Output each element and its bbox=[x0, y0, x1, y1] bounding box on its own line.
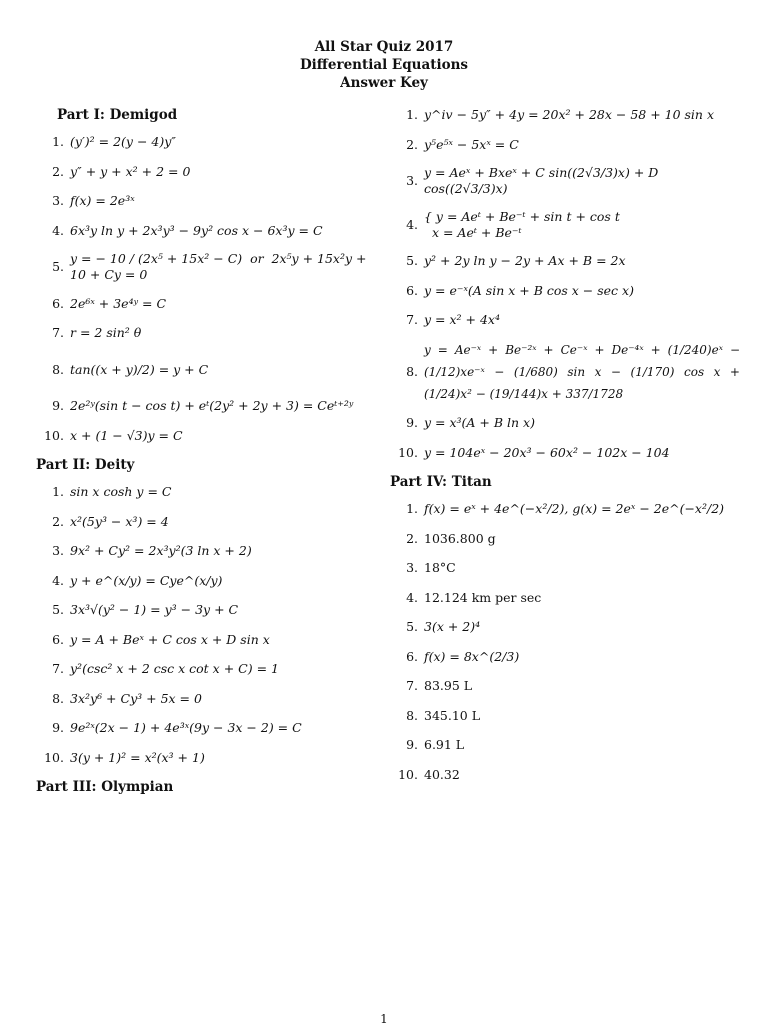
answer-text: tan((x + y)/2) = y + C bbox=[70, 361, 209, 377]
quiz-subject: Differential Equations bbox=[299, 57, 469, 73]
answer-item bbox=[390, 442, 740, 464]
answer-text: { y = Aeᵗ + Be⁻ᵗ + sin t + cos t x = Aeᵗ + Be⁻ᵗ bbox=[424, 208, 620, 240]
answer-text: y = A + Beˣ + C cos x + D sin x bbox=[70, 631, 270, 647]
answer-number: 4. bbox=[406, 589, 418, 605]
answer-item bbox=[390, 528, 740, 550]
answer-text: y²(csc² x + 2 csc x cot x + C) = 1 bbox=[70, 661, 279, 676]
answer-number: 6. bbox=[406, 282, 418, 298]
answer-text: 18°C bbox=[424, 560, 456, 575]
answer-item bbox=[390, 498, 740, 520]
answer-number: 2. bbox=[52, 163, 64, 179]
answer-number: 2. bbox=[52, 513, 64, 529]
answer-text: y + e^(x/y) = Cye^(x/y) bbox=[70, 572, 223, 588]
answer-item bbox=[36, 599, 386, 621]
answer-text: 6.91 L bbox=[424, 737, 465, 752]
answer-text: y = Ae⁻ˣ + Be⁻²ˣ + Ce⁻ˣ + De⁻⁴ˣ + (1/240)eˣ − (1/12)xe⁻ˣ − (1/680) sin x − (1/170) cos x + (1/24)x² − (19/144)x + 337/1728 bbox=[424, 342, 740, 401]
answer-text: x + (1 − √3)y = C bbox=[70, 427, 183, 443]
answer-number: 5. bbox=[406, 619, 418, 634]
answer-number: 8. bbox=[406, 363, 418, 379]
answer-text: (y′)² = 2(y − 4)y″ bbox=[70, 134, 176, 149]
part-iv-title: Part IV: Titan bbox=[390, 474, 492, 490]
part-ii-answers bbox=[36, 481, 386, 769]
answer-text: 3(y + 1)² = x²(x³ + 1) bbox=[70, 749, 205, 765]
answer-item bbox=[36, 747, 386, 769]
answer-text: f(x) = 2e³ˣ bbox=[70, 193, 135, 208]
answer-item bbox=[36, 220, 386, 242]
part-iii-answers bbox=[390, 104, 740, 464]
answer-number: 8. bbox=[406, 707, 418, 723]
answer-number: 7. bbox=[406, 312, 418, 327]
answer-text: y² + 2y ln y − 2y + Ax + B = 2x bbox=[424, 253, 626, 268]
answer-item bbox=[36, 322, 386, 344]
answer-text: 2e⁶ˣ + 3e⁴ʸ = C bbox=[70, 295, 167, 311]
answer-number: 1. bbox=[406, 501, 418, 516]
answer-number: 9. bbox=[406, 415, 418, 430]
answer-item bbox=[390, 339, 740, 405]
answer-item bbox=[36, 658, 386, 680]
answer-text: r = 2 sin² θ bbox=[70, 325, 142, 340]
answer-item bbox=[36, 688, 386, 710]
answer-text: 12.124 km per sec bbox=[424, 589, 542, 605]
answer-text: 6x³y ln y + 2x³y³ − 9y² cos x − 6x³y = C bbox=[70, 222, 323, 238]
part-iv-answers bbox=[390, 498, 740, 786]
answer-item bbox=[36, 425, 386, 447]
answer-item bbox=[390, 104, 740, 126]
answer-item bbox=[390, 616, 740, 638]
answer-text: y = x² + 4x⁴ bbox=[424, 312, 500, 327]
answer-item bbox=[390, 764, 740, 786]
answer-number: 3. bbox=[406, 560, 418, 575]
answer-number: 10. bbox=[398, 766, 418, 782]
answer-item bbox=[390, 163, 740, 199]
answer-text: f(x) = 8x^(2/3) bbox=[424, 648, 520, 664]
left-column bbox=[36, 104, 386, 803]
answer-text: 83.95 L bbox=[424, 678, 473, 693]
answer-number: 7. bbox=[52, 325, 64, 340]
answer-item bbox=[390, 675, 740, 697]
answer-number: 6. bbox=[52, 295, 64, 311]
answer-number: 1. bbox=[52, 484, 64, 499]
answer-item bbox=[36, 570, 386, 592]
answer-item bbox=[36, 717, 386, 739]
answer-number: 2. bbox=[406, 136, 418, 152]
answer-text: f(x) = eˣ + 4e^(−x²/2), g(x) = 2eˣ − 2e^(−x²/2) bbox=[424, 501, 725, 516]
part-i-title: Part I: Demigod bbox=[57, 107, 178, 123]
answer-item bbox=[36, 161, 386, 183]
answer-number: 9. bbox=[52, 398, 64, 413]
answer-number: 10. bbox=[44, 427, 64, 443]
answer-text: y = Aeˣ + Bxeˣ + C sin((2√3/3)x) + D cos((2√3/3)x) bbox=[424, 165, 663, 196]
answer-item bbox=[36, 481, 386, 503]
answer-text: 3x²y⁶ + Cy³ + 5x = 0 bbox=[70, 690, 202, 706]
answer-text: 3(x + 2)⁴ bbox=[424, 619, 481, 634]
answer-text: 9e²ˣ(2x − 1) + 4e³ˣ(9y − 3x − 2) = C bbox=[70, 720, 302, 735]
answer-number: 6. bbox=[406, 648, 418, 664]
answer-number: 3. bbox=[52, 193, 64, 208]
answer-item bbox=[36, 511, 386, 533]
answer-item bbox=[36, 629, 386, 651]
answer-text: sin x cosh y = C bbox=[70, 484, 172, 499]
answer-item bbox=[390, 734, 740, 756]
answer-text: y″ + y + x² + 2 = 0 bbox=[70, 163, 191, 179]
answer-item bbox=[390, 250, 740, 272]
part-ii-title: Part II: Deity bbox=[36, 457, 135, 473]
answer-number: 3. bbox=[52, 543, 64, 558]
answer-number: 3. bbox=[406, 173, 418, 188]
answer-number: 8. bbox=[52, 690, 64, 706]
answer-number: 2. bbox=[406, 530, 418, 546]
page-number: 1 bbox=[380, 1012, 388, 1026]
answer-number: 6. bbox=[52, 631, 64, 647]
answer-item bbox=[36, 190, 386, 212]
answer-key-caption: Answer Key bbox=[340, 75, 428, 91]
answer-number: 10. bbox=[44, 749, 64, 765]
answer-number: 5. bbox=[52, 259, 64, 274]
answer-item bbox=[390, 309, 740, 331]
answer-number: 7. bbox=[52, 661, 64, 676]
answer-item bbox=[390, 557, 740, 579]
answer-item bbox=[36, 249, 386, 285]
answer-number: 7. bbox=[406, 678, 418, 693]
answer-text: y = x³(A + B ln x) bbox=[424, 415, 535, 430]
answer-number: 5. bbox=[406, 253, 418, 268]
answer-text: x²(5y³ − x³) = 4 bbox=[70, 513, 169, 529]
answer-text: 3x³√(y² − 1) = y³ − 3y + C bbox=[70, 602, 239, 617]
answer-number: 4. bbox=[406, 216, 418, 232]
answer-text: 1036.800 g bbox=[424, 530, 496, 546]
answer-item bbox=[390, 280, 740, 302]
answer-item bbox=[36, 131, 386, 153]
answer-text: y = e⁻ˣ(A sin x + B cos x − sec x) bbox=[424, 282, 634, 298]
answer-text: 40.32 bbox=[424, 766, 460, 782]
answer-number: 1. bbox=[406, 107, 418, 122]
answer-text: y⁵e⁵ˣ − 5xˣ = C bbox=[424, 136, 519, 152]
answer-number: 5. bbox=[52, 602, 64, 617]
answer-item bbox=[390, 646, 740, 668]
answer-item bbox=[390, 587, 740, 609]
answer-text: 2e²ʸ(sin t − cos t) + eᵗ(2y² + 2y + 3) = Ceᵗ⁺²ʸ bbox=[70, 398, 354, 413]
answer-number: 9. bbox=[52, 720, 64, 735]
part-i-answers bbox=[36, 131, 386, 447]
answer-item bbox=[36, 395, 386, 417]
answer-item bbox=[36, 352, 386, 388]
answer-number: 8. bbox=[52, 361, 64, 377]
answer-text: y = − 10 / (2x⁵ + 15x² − C) or 2x⁵y + 15x²y + 10 + Cy = 0 bbox=[70, 251, 371, 282]
part-iii-title: Part III: Olympian bbox=[36, 779, 174, 795]
answer-text: 345.10 L bbox=[424, 707, 481, 723]
answer-item bbox=[390, 412, 740, 434]
answer-item bbox=[390, 705, 740, 727]
answer-item bbox=[36, 540, 386, 562]
answer-number: 4. bbox=[52, 572, 64, 588]
answer-text: 9x² + Cy² = 2x³y²(3 ln x + 2) bbox=[70, 543, 252, 558]
answer-item bbox=[36, 293, 386, 315]
answer-text: y^iv − 5y″ + 4y = 20x² + 28x − 58 + 10 sin x bbox=[424, 107, 715, 122]
answer-number: 10. bbox=[398, 444, 418, 460]
document-header bbox=[0, 38, 768, 92]
answer-number: 1. bbox=[52, 134, 64, 149]
quiz-title: All Star Quiz 2017 bbox=[314, 39, 454, 55]
answer-text: y = 104eˣ − 20x³ − 60x² − 102x − 104 bbox=[424, 444, 670, 460]
right-column bbox=[390, 104, 740, 793]
answer-number: 9. bbox=[406, 737, 418, 752]
answer-item bbox=[390, 134, 740, 156]
answer-item bbox=[390, 207, 740, 243]
answer-number: 4. bbox=[52, 222, 64, 238]
